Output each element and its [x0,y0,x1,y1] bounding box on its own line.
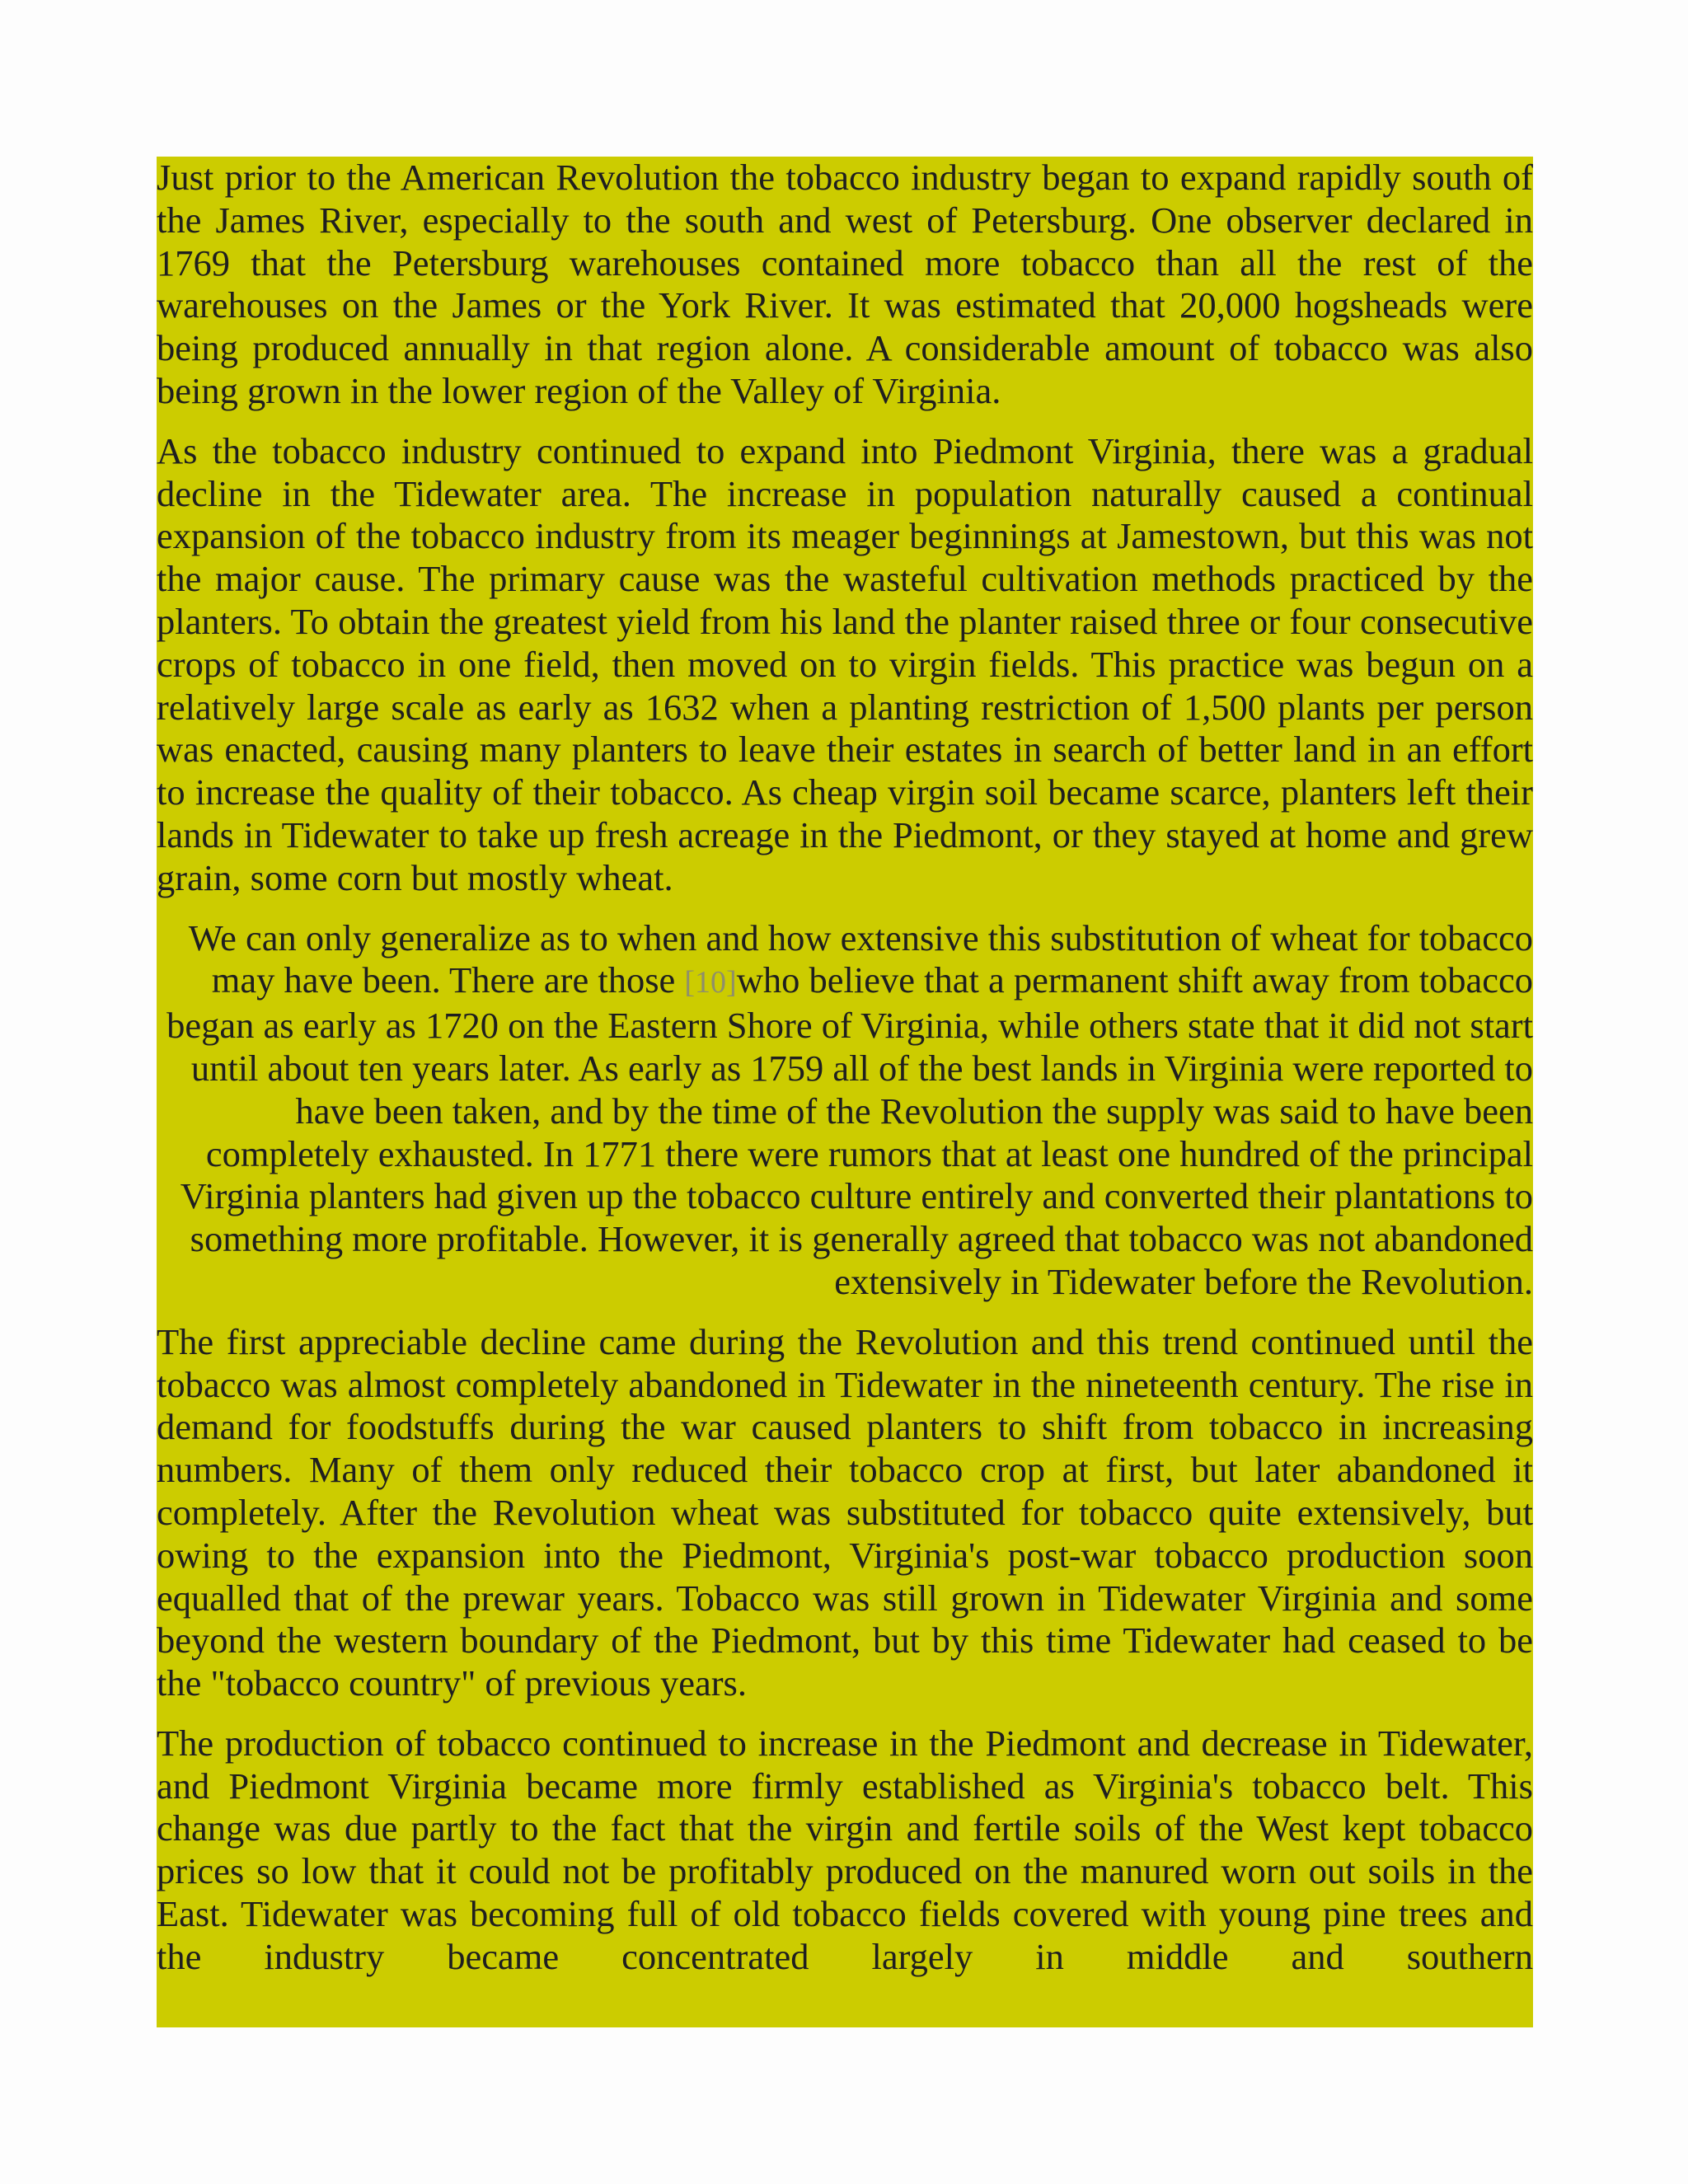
paragraph-2: As the tobacco industry continued to expand into Piedmont Virginia, there was a gradual decline in the Tidewater area. The increase in population naturally caused a continual expansion of the tobacco industry from its meager beginnings at Jamestown, but this was not the major cause. The primary cause was the wasteful cultivation methods practiced by the planters. To obtain the greatest yield from his land the planter raised three or four consecutive crops of tobacco in one field, then moved on to virgin fields. This practice was begun on a relatively large scale as early as 1632 when a planting restriction of 1,500 plants per person was enacted, causing many planters to leave their estates in search of better land in an effort to increase the quality of their tobacco. As cheap virgin soil became scarce, planters left their lands in Tidewater to take up fresh acreage in the Piedmont, or they stayed at home and grew grain, some corn but mostly wheat. [157,429,1533,898]
paragraph-3 [157,917,1533,1304]
footnote-reference[interactable]: [10] [684,965,737,1001]
paragraph-4: The first appreciable decline came during the Revolution and this trend continued until the tobacco was almost completely abandoned in Tidewater in the nineteenth century. The rise in demand for foodstuffs during the war caused planters to shift from tobacco in increasing numbers. Many of them only reduced their tobacco crop at first, but later abandoned it completely. After the Revolution wheat was substituted for tobacco quite extensively, but owing to the expansion into the Piedmont, Virginia's post-war tobacco production soon equalled that of the prewar years. Tobacco was still grown in Tidewater Virginia and some beyond the western boundary of the Piedmont, but by this time Tidewater had ceased to be the "tobacco country" of previous years. [157,1320,1533,1704]
paragraph-3-text-before: We can only generalize as to when and how extensive this substitution of wheat for tobacco may have been. There are those [188,916,1533,1001]
paragraph-3-text-after: who believe that a permanent shift away from tobacco began as early as 1720 on the Eastern Shore of Virginia, while others state that it did not start until about ten years later. As early as 1759 all of the best lands in Virginia were reported to have been taken, and by the time of the Revolution the supply was said to have been completely exhausted. In 1771 there were rumors that at least one hundred of the principal Virginia planters had given up the tobacco culture entirely and converted their plantations to something more profitable. However, it is generally agreed that tobacco was not abandoned extensively in Tidewater before the Revolution. [166,959,1533,1302]
paragraph-1: Just prior to the American Revolution the tobacco industry began to expand rapidly south of the James River, especially to the south and west of Petersburg. One observer declared in 1769 that the Petersburg warehouses contained more tobacco than all the rest of the warehouses on the James or the York River. It was estimated that 20,000 hogsheads were being produced annually in that region alone. A considerable amount of tobacco was also being grown in the lower region of the Valley of Virginia. [157,157,1533,411]
highlighted-text-block [157,157,1533,2027]
paragraph-5: The production of tobacco continued to increase in the Piedmont and decrease in Tidewater, and Piedmont Virginia became more firmly established as Virginia's tobacco belt. This change was due partly to the fact that the virgin and fertile soils of the West kept tobacco prices so low that it could not be profitably produced on the manured worn out soils in the East. Tidewater was becoming full of old tobacco fields covered with young pine trees and the industry became concentrated largely in middle and southern [157,1722,1533,1977]
